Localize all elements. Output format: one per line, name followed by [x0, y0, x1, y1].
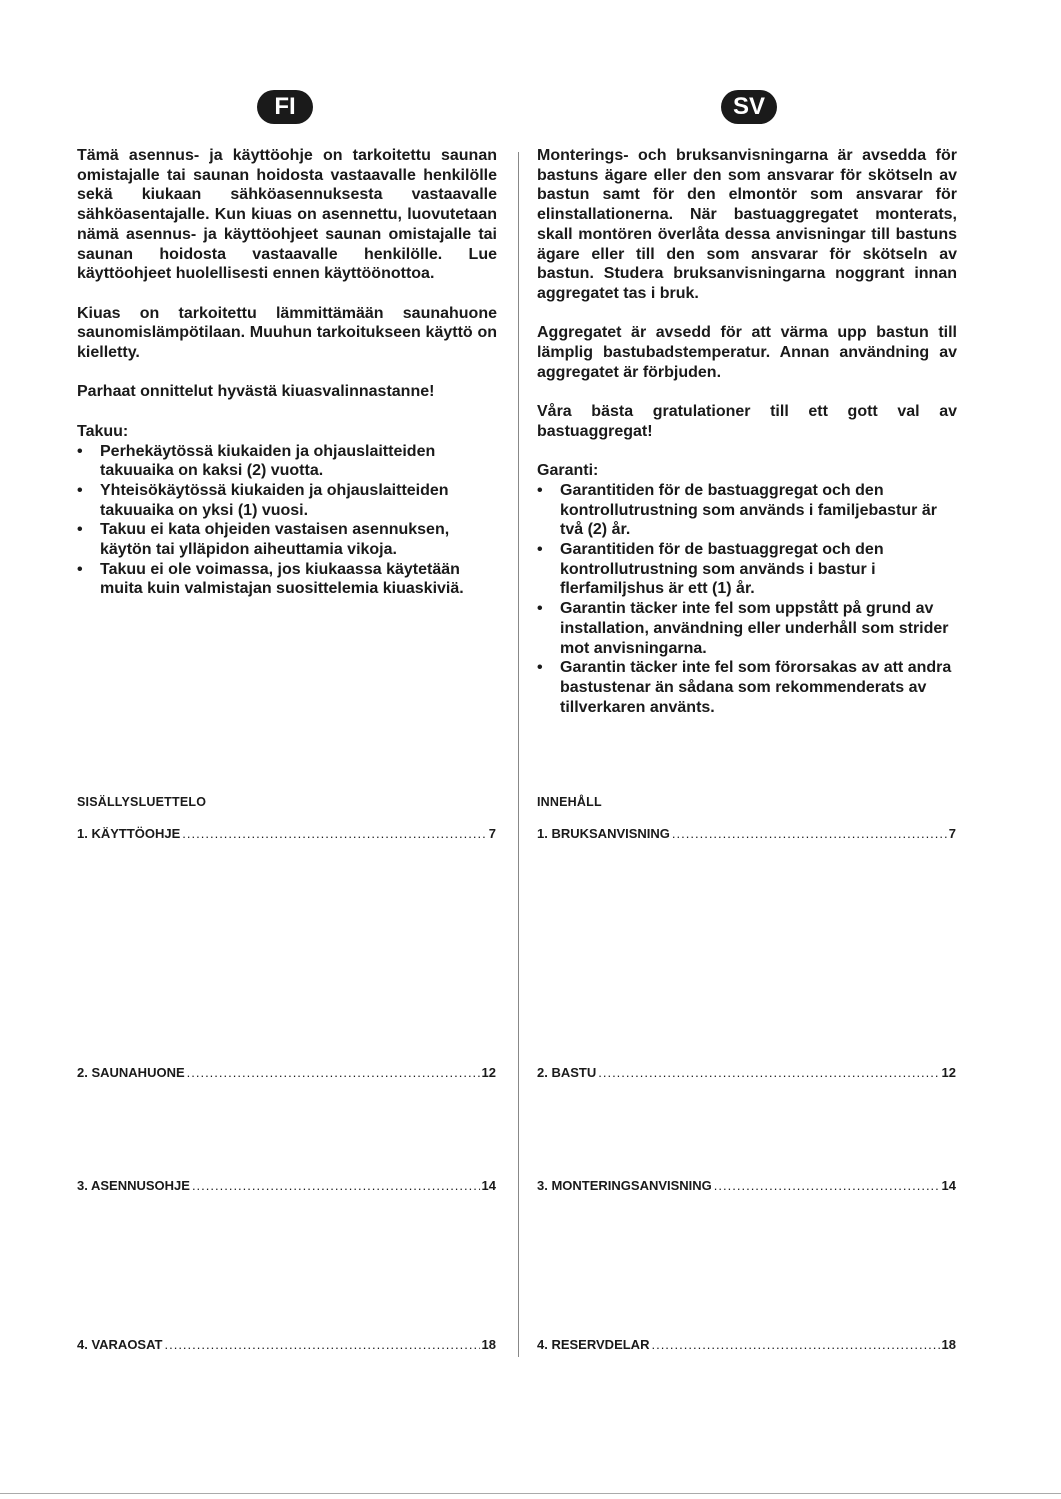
- toc-entry-label: 2. SAUNAHUONE: [77, 1065, 185, 1080]
- toc-title: SISÄLLYSLUETTELO: [77, 795, 207, 809]
- swedish-body: [537, 146, 957, 717]
- warranty-item: • Perhekäytössä kiukaiden ja ohjauslaitteiden takuuaika on kaksi (2) vuotta.: [77, 442, 497, 481]
- toc-entry-page: 12: [481, 1065, 496, 1080]
- toc-leader-dots: [164, 1337, 479, 1352]
- toc-leader-dots: [672, 826, 947, 841]
- toc-entry-page: 12: [941, 1065, 956, 1080]
- toc-entry[interactable]: [77, 1337, 496, 1352]
- toc-leader-dots: [598, 1065, 939, 1080]
- warranty-title: Garanti:: [537, 462, 599, 480]
- toc-entry-page: 7: [488, 826, 496, 841]
- column-divider: [518, 152, 519, 1357]
- toc-leader-dots: [714, 1178, 940, 1193]
- toc-entry-page: 7: [948, 826, 956, 841]
- toc-entry-page: 18: [941, 1337, 956, 1352]
- toc-entry-label: 1. BRUKSANVISNING: [537, 826, 670, 841]
- toc-entry-page: 14: [481, 1178, 496, 1193]
- warranty-item: • Garantitiden för de bastuaggregat och den kontrollutrustning som används i familjebastur är två (2) år.: [537, 481, 957, 540]
- warranty-item: • Takuu ei ole voimassa, jos kiukaassa käytetään muita kuin valmistajan suosittelemia kiuaskiviä.: [77, 560, 497, 599]
- toc-entry[interactable]: [537, 1337, 956, 1352]
- finnish-body: [77, 146, 497, 599]
- toc-entry-page: 14: [941, 1178, 956, 1193]
- warranty-list: [537, 481, 957, 717]
- toc-entry-label: 1. KÄYTTÖOHJE: [77, 826, 181, 841]
- purpose-paragraph: Aggregatet är avsedd för att värma upp bastun till lämplig bastubadstemperatur. Annan användning av aggregatet är förbjuden.: [537, 324, 957, 381]
- warranty-item: • Garantin täcker inte fel som uppstått på grund av installation, användning eller underhåll som strider mot anvisningarna.: [537, 599, 957, 658]
- purpose-paragraph: Kiuas on tarkoitettu lämmittämään saunahuone saunomislämpötilaan. Muuhun tarkoitukseen käyttö on kielletty.: [77, 304, 497, 362]
- toc-leader-dots: [192, 1178, 480, 1193]
- toc-entry-label: 4. RESERVDELAR: [537, 1337, 650, 1352]
- toc-leader-dots: [651, 1337, 939, 1352]
- warranty-item: • Yhteisökäytössä kiukaiden ja ohjauslaitteiden takuuaika on yksi (1) vuosi.: [77, 481, 497, 520]
- toc-entry[interactable]: [537, 826, 956, 841]
- toc-leader-dots: [187, 1065, 480, 1080]
- intro-paragraph: Tämä asennus- ja käyttöohje on tarkoitettu saunan omistajalle tai saunan hoidosta vastaavalle henkilölle sekä kiukaan sähköasennuksesta vastaavalle sähköasentajalle. Kun kiuas on asennettu, luovutetaan nämä asennus- ja käyttöohjeet saunan omistajalle tai saunan hoidosta vastaavalle henkilölle. Lue käyttöohjeet huolellisesti ennen käyttöönottoa.: [77, 147, 497, 283]
- toc-entry[interactable]: [77, 1178, 496, 1193]
- page-bottom-rule: [0, 1493, 1061, 1494]
- warranty-item: • Garantitiden för de bastuaggregat och den kontrollutrustning som används i bastur i flerfamiljshus är ett (1) år.: [537, 540, 957, 599]
- toc-entry[interactable]: [537, 1065, 956, 1080]
- language-badge-sv: SV: [721, 90, 777, 124]
- warranty-title: Takuu:: [77, 422, 129, 440]
- toc-entry-label: 4. VARAOSAT: [77, 1337, 163, 1352]
- toc-leader-dots: [182, 826, 486, 841]
- warranty-item: • Takuu ei kata ohjeiden vastaisen asennuksen, käytön tai ylläpidon aiheuttamia vikoja.: [77, 520, 497, 559]
- toc-entry[interactable]: [77, 1065, 496, 1080]
- language-badge-fi: FI: [257, 90, 313, 124]
- intro-paragraph: Monterings- och bruksanvisningarna är avsedda för bastuns ägare eller den som ansvarar för skötseln av bastun samt för den elmontör som ansvarar för elinstallationerna. När bastuaggregatet monterats, skall montören överlåta dessa anvisningar till bastuns ägare eller till den som ansvarar för skötseln av bastun. Studera bruksanvisningarna noggrant innan aggregatet tas i bruk.: [537, 147, 957, 302]
- toc-title: INNEHÅLL: [537, 795, 602, 809]
- congrats-paragraph: Våra bästa gratulationer till ett gott val av bastuaggregat!: [537, 403, 957, 440]
- warranty-list: [77, 442, 497, 600]
- toc-entry[interactable]: [77, 826, 496, 841]
- congrats-paragraph: Parhaat onnittelut hyvästä kiuasvalinnastanne!: [77, 383, 435, 401]
- toc-entry-label: 3. ASENNUSOHJE: [77, 1178, 190, 1193]
- warranty-item: • Garantin täcker inte fel som förorsakas av att andra bastustenar än sådana som rekommenderats av tillverkaren använts.: [537, 658, 957, 717]
- toc-entry-page: 18: [481, 1337, 496, 1352]
- toc-entry-label: 3. MONTERINGSANVISNING: [537, 1178, 712, 1193]
- toc-entry[interactable]: [537, 1178, 956, 1193]
- toc-entry-label: 2. BASTU: [537, 1065, 597, 1080]
